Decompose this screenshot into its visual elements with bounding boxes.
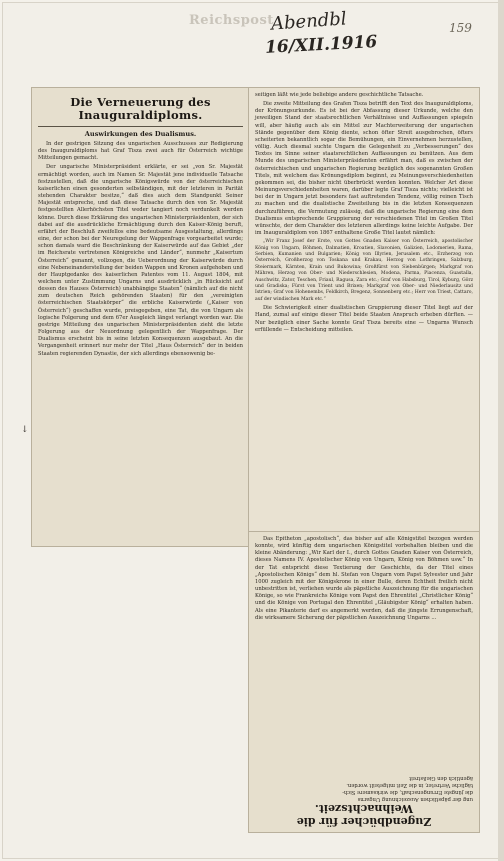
- article-paragraph: Die Schwierigkeit einer dualistischen Gruppierung dieser Titel liegt auf der Hand, zumal auf einige dieser Titel beide Staaten Anspruch erheben dürften. — Nur bezüglich einer Sache konnte Graf Tisza bereits eine — Ungarns Wunsch erfüllende — Entscheidung mitteilen.: [255, 305, 473, 333]
- clipping-right-column: [248, 87, 480, 537]
- divider: [38, 126, 243, 127]
- article-paragraph: Der ungarische Ministerpräsident erklärte, er sei „von Sr. Majestät ermächtigt worden, auch im Namen Sr. Majestät jene individuelle Tatsache festzustellen, daß die ungarische Königswürde von der österreichischen kaiserlichen einen gesonderten selbständigen, mit der letzteren in Parität stehenden Charakter besitze,“ daß dies auch dem Standpunkt Seiner Majestät entspreche, und daß diese Tatsache durch den von Sr. Majestät festgestellten Allerhöchsten Titel weder tangiert noch verdunkelt werden könne. Durch diese Erklärung des ungarischen Ministerpräsidenten, der sich dabei auf die ausdrückliche Ermächtigung durch den Kaiser-König beruft, erfährt der Beschluß zweifellos eine bedeutsame Ausgestaltung, allerdings eine, der schon bei der Neuregelung der Wappenfrage vorgearbeitet wurde; schon damals ward die Beschränkung der Kaiserwürde auf das Gebiet „der im Reichsrate vertretenen Königreiche und Länder“, nunmehr „Kaisertum Österreich“ genannt, vollzogen, die Ueberordnung der Kaiserwürde durch eine Nebeneinanderstellung der beiden Wappen und Kronen aufgehoben und der Hauptgedanke des kaiserlichen Patentes vom 11. August 1804, mit welchem unter Zustimmung Ungarns und ausdrücklich „in Rücksicht auf dessen des Hauses Österreich) unabhängige Staaten“ (nämlich auf die nicht zum deutschen Reich gehörenden Staaten) für den „vereinigten österreichischen Staatskörper“ die erbliche Kaiserwürde („Kaiser von Österreich“) geschaffen wurde, preisgegeben, eine Tat, die von Ungarn als logische Folgerung und dem 67er Ausgleich längst verlangt worden war. Die gestrige Mitteilung des ungarischen Ministerpräsidenten zieht die letzte Folgerung aus der Neuordnung gelegentlich der Wappenfrage. Der Dualismus erscheint bis in seine letzten Konsequenzen ausgebaut. An die Vergangenheit erinnert nur mehr der Titel „Haus Österreich“ der in beiden Staaten regierenden Dynastie, der sich allerdings ebensowenig be-: [38, 164, 243, 357]
- upside-down-line: tägliche Vertreter, in die Zeit mitgeteilt worden.: [346, 781, 473, 788]
- clipping-left-column: [31, 87, 250, 547]
- scan-edge: [498, 0, 504, 861]
- clipping-bottom-column: [248, 531, 480, 833]
- article-paragraph: seitigen läßt wie jede beliebige andere geschichtliche Tatsache.: [255, 92, 424, 98]
- newspaper-stamp: Reichspost: [189, 13, 274, 28]
- upside-down-fragment: [249, 760, 479, 832]
- archive-sheet: [2, 2, 502, 859]
- article-headline: Die Verneuerung des Inauguraldiploms.: [70, 95, 211, 122]
- article-subheadline: Auswirkungen des Dualismus.: [84, 130, 197, 138]
- folio-number: 159: [449, 21, 472, 35]
- upside-down-headline: Zugendbücher für die Weihnachtszeit.: [296, 802, 432, 828]
- upside-down-line: ung der päpstlichen Auszeichnung Ungarns: [357, 796, 473, 802]
- handwritten-signature: Abendbl: [270, 8, 348, 35]
- upside-down-line: ägentlich den Gießstreit: [409, 774, 473, 781]
- article-paragraph: Die zweite Mitteilung des Grafen Tisza betrifft den Text des Inauguraldiploms, der Krönungsurkunde. Es ist bei der Abfassung dieser Urkunde, welche den jeweiligen Stand der staatsrechtlichen Verhältnisse und Auffassungen spiegeln will, aber häufig auch als ein Mittel zur Machterweiterung der ungarischen Stände gegenüber dem König diente, schon öfter Streit ausgebrochen, öfters scheiterten bekanntlich sogar die Bemühungen, ein Einvernehmen herzustellen, völlig. Auch diesmal suchte Ungarn die Gelegenheit zu „Verbesserungen“ des Textes im Sinne seiner staatsrechtlichen Auffassungen zu benützen. Aus dem Munde des ungarischen Ministerpräsidenten erfährt man, daß es zwischen der österreichischen und ungarischen Regierung bezüglich des sogenannten Großen Titels, mit welchem das Krönungsdiplom beginnt, zu Meinungsverschiedenheiten gekommen sei, die bisher nicht überbrückt werden konnten. Welcher Art diese Meinungsverschiedenheiten waren, darüber legte Graf Tisza nichts; vielleicht ist bei der in Ungarn jetzt besonders fast auftretenden Tendenz, völlig reinen Tisch zu machen und die dualistische Zweiteilung bis in die letzten Konsequenzen durchzuführen, die Vermutung zulässig, daß die ungarische Regierung eine dem Dualismus entsprechende Gruppierung der verschiedenen Titel im Großen Titel wünschte, der dem Charakter des letzteren allerdings keine leichte Aufgabe. Der im Inauguraldiplom von 1867 enthaltene Große Titel lautet nämlich:: [255, 101, 473, 236]
- article-paragraph: Das Epitheton „apostolisch“, das bisher auf alle Königstitel bezogen werden konnte, wird künftig dem ungarischen Königstitel vorbehalten bleiben und die kleine Abänderung: „Wir Karl der I., durch Gottes Gnaden Kaiser von Österreich, dieses Namens IV. Apostolischer König von Ungarn, König von Böhmen usw.“ In der Tat entspricht diese Textierung der Geschichte, da der Titel eines „Apostolischen Königs“ dem hl. Stefan von Ungarn vom Papst Sylvester und Jahr 1000 zugleich mit der Königskrone in einer Bulle, deren Echtheit freilich nicht unbestritten ist, verliehen wurde als päpstliche Auszeichnung für die ungarischen Könige, so wie Frankreichs Könige vom Papst den Ehrentitel „Christlicher König“ und die Könige von Portugal den Ehrentitel „Gläubigster König“ erhalten haben. Als eine Pikanterie darf es angemerkt werden, daß die jüngste Errungenschaft, die wirksamere Sicherung der päpstlichen Auszeichnung Ungarns ...: [255, 536, 473, 621]
- article-title-quote: „Wir Franz Josef der Erste, von Gottes Gnaden Kaiser von Österreich, apostolischer König von Ungarn, Böhmen, Dalmatien, Kroatien, Slavonien, Galizien, Lodomerien, Rama, Serbien, Kumanien und Bulgarien; König von Illyrien, Jerusalem etc., Erzherzog von Österreich, Großherzog von Toskana und Krakau, Herzog von Lothringen, Salzburg, Steiermark, Kärnten, Krain und Bukowina; Großfürst von Siebenbürgen; Markgraf von Mähren, Herzog von Ober- und Niederschlesien, Modena, Parma, Piacenza, Guastalla, Auschwitz, Zator, Teschen, Friaul, Ragusa, Zara etc.; Graf von Habsburg, Tirol, Kyburg, Görz und Gradiska; Fürst von Trient und Brixen; Markgraf von Ober- und Niederlausitz und Istrien; Graf von Hohenembs, Feldkirch, Bregenz, Sonnenberg etc.; Herr von Triest, Cattaro, auf der windischen Mark etc.“: [255, 239, 473, 302]
- margin-mark: ↓: [21, 425, 29, 435]
- upside-down-line: die jüngste Errungenschaft, die wirksamere Sich-: [342, 788, 473, 795]
- article-paragraph: In der gestrigen Sitzung des ungarischen Ausschusses zur Redigierung des Inauguraldiploms hat Graf Tisza zwei auch für Österreich wichtige Mitteilungen gemacht.: [38, 141, 243, 162]
- handwritten-date: 16/XII.1916: [264, 32, 378, 58]
